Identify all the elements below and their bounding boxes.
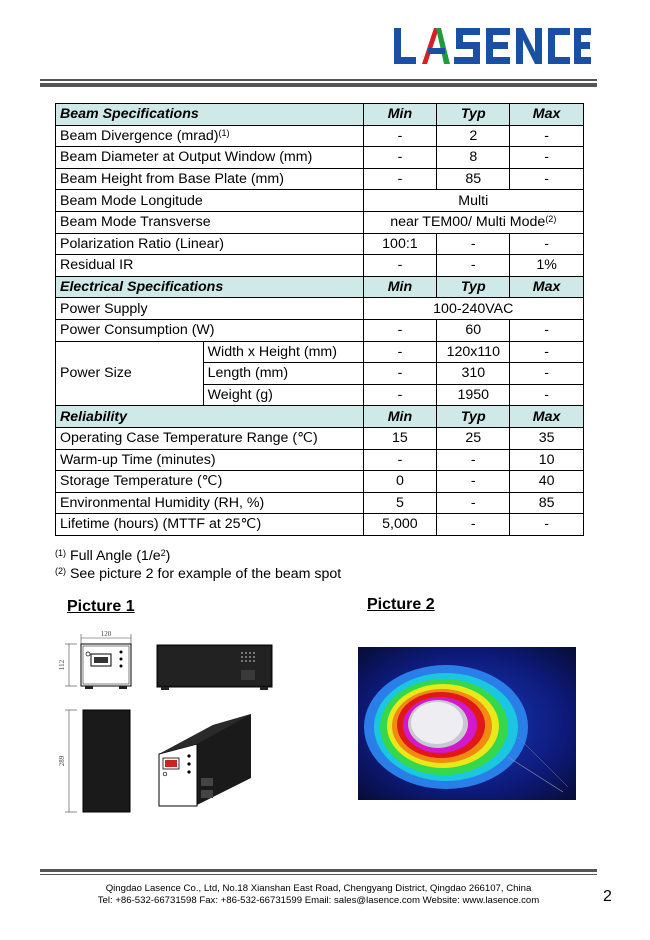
table-row: Environmental Humidity (RH, %) 5 - 85 (56, 492, 584, 514)
table-row: Warm-up Time (minutes) - - 10 (56, 449, 584, 471)
device-drawing (55, 628, 290, 818)
table-row: Beam Mode Transverse near TEM00/ Multi Mode$^{(2)}$ (56, 211, 584, 233)
picture-2-title: Picture 2 (367, 596, 435, 613)
page-number: 2 (603, 888, 612, 905)
table-row: Operating Case Temperature Range (℃) 15 25 35 (56, 427, 584, 449)
footer-rule-thick (40, 869, 597, 872)
section-header-reliability: Reliability Min Typ Max (56, 406, 584, 428)
beam-spot-image (358, 647, 576, 800)
section-header-electrical: Electrical Specifications Min Typ Max (56, 276, 584, 298)
table-row: Power Size Width x Height (mm) - 120x110 - (56, 341, 584, 363)
footer-contact (40, 883, 597, 907)
table-row: Beam Height from Base Plate (mm) - 85 - (56, 168, 584, 190)
table-row: Length (mm) - 310 - (56, 363, 584, 385)
table-row: Beam Mode Longitude Multi (56, 190, 584, 212)
table-row: Power Consumption (W) - 60 - (56, 319, 584, 341)
section-header-beam: Beam Specifications Min Typ Max (56, 104, 584, 126)
footer-address: Qingdao Lasence Co., Ltd, No.18 Xianshan East Road, Chengyang District, Qingdao 266107, China (105, 883, 532, 894)
table-row: Storage Temperature (℃) 0 - 40 (56, 471, 584, 493)
svg-text:120: 120 (100, 630, 112, 638)
footnotes (55, 547, 341, 583)
table-row: Polarization Ratio (Linear) 100:1 - - (56, 233, 584, 255)
svg-text:112: 112 (58, 659, 66, 671)
table-row: Power Supply 100-240VAC (56, 298, 584, 320)
header-rule (40, 79, 597, 81)
table-row: Weight (g) - 1950 - (56, 384, 584, 406)
table-row: Residual IR - - 1% (56, 255, 584, 277)
lasence-logo (392, 24, 592, 68)
header-rule-thick (40, 83, 597, 87)
power-size-label: Power Size (56, 341, 204, 406)
footnote-1: $^{(1)}$ Full Angle $(1/e^2)$ (55, 548, 171, 564)
spec-table (55, 103, 584, 536)
footer-rule (40, 874, 597, 875)
table-row: Beam Diameter at Output Window (mm) - 8 - (56, 147, 584, 169)
beam-spot-graphic (358, 647, 576, 800)
table-row: Beam Divergence (mrad)$^{(1)}$ - 2 - (56, 125, 584, 147)
footnote-2: $^{(2)}$ See picture 2 for example of the beam spot (55, 566, 342, 582)
picture-1-title: Picture 1 (67, 598, 135, 615)
footer-contact-line: Tel: +86-532-66731598 Fax: +86-532-66731599 Email: sales@lasence.com Website: www.lasence.com (97, 895, 540, 906)
svg-text:289: 289 (58, 755, 66, 767)
table-row: Lifetime (hours) (MTTF at 25℃) 5,000 - - (56, 514, 584, 536)
